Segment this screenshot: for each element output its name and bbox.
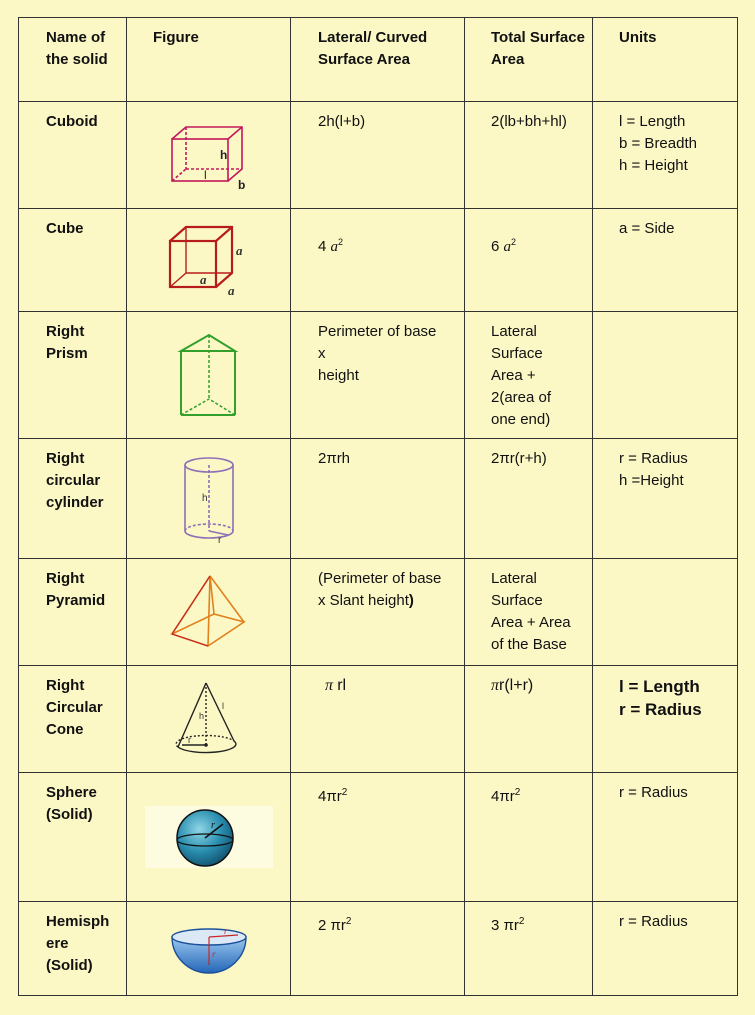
sphere-figure (127, 773, 291, 902)
units: a = Side (593, 209, 738, 312)
cube-side-label: a (199, 272, 206, 287)
solid-name: Right circular cylinder (19, 439, 127, 559)
lateral-area (291, 666, 465, 773)
cone-figure (127, 666, 291, 773)
cuboid-h-label: h (219, 148, 227, 162)
lateral-area (291, 209, 465, 312)
table-row (19, 439, 738, 559)
total-formula: r(l+r) (499, 677, 534, 694)
variable: a (503, 239, 512, 255)
total-area (465, 666, 593, 773)
exponent: 2 (345, 916, 352, 927)
cylinder-r-label: r (217, 534, 221, 545)
cube-side-label: a (235, 243, 242, 258)
header-row (19, 18, 738, 102)
total-area (465, 209, 593, 312)
cube-figure (127, 209, 291, 312)
exponent: 2 (518, 916, 525, 927)
units (593, 312, 738, 439)
solid-name: Cube (19, 209, 127, 312)
lateral-area (291, 559, 465, 666)
exponent: 2 (514, 787, 521, 798)
solid-name: Sphere (Solid) (19, 773, 127, 902)
hemisphere-figure (127, 902, 291, 996)
table-row (19, 312, 738, 439)
table-row (19, 666, 738, 773)
units: r = Radius h =Height (593, 439, 738, 559)
exponent: 2 (338, 237, 344, 247)
cone-r-label: r (187, 735, 191, 745)
lateral-area: Perimeter of base x height (291, 312, 465, 439)
table-row (19, 102, 738, 209)
header-figure: Figure (127, 18, 291, 102)
lateral-area: 2πrh (291, 439, 465, 559)
table-row (19, 209, 738, 312)
closing-paren: ) (408, 592, 414, 609)
cylinder-h-label: h (201, 492, 208, 504)
lateral-formula: 4πr (318, 788, 342, 805)
table-row (19, 773, 738, 902)
lateral-formula: rl (337, 677, 347, 694)
total-area (465, 773, 593, 902)
pi-symbol: π (325, 677, 334, 694)
solid-name: Right Pyramid (19, 559, 127, 666)
cuboid-l-label: l (203, 168, 207, 182)
solid-name: Right Prism (19, 312, 127, 439)
cuboid-b-label: b (237, 178, 245, 191)
total-area: Lateral Surface Area + 2(area of one end) (465, 312, 593, 439)
lateral-area (291, 773, 465, 902)
total-formula: 4πr (491, 788, 515, 805)
lateral-area (291, 902, 465, 996)
cone-h-label: h (198, 711, 204, 721)
exponent: 2 (341, 787, 348, 798)
header-total: Total Surface Area (465, 18, 593, 102)
hemisphere-r-label: r (211, 948, 216, 959)
total-formula: 3 πr (491, 917, 519, 934)
total-area: Lateral Surface Area + Area of the Base (465, 559, 593, 666)
lateral-area: 2h(l+b) (291, 102, 465, 209)
hemisphere-r-label: r (223, 925, 228, 936)
total-area: 2πr(r+h) (465, 439, 593, 559)
sphere-r-label: r (210, 820, 215, 831)
table-row (19, 902, 738, 996)
variable: a (330, 239, 339, 255)
units: l = Length b = Breadth h = Height (593, 102, 738, 209)
units: r = Radius (593, 902, 738, 996)
total-area: 2(lb+bh+hl) (465, 102, 593, 209)
lateral-formula: 2 πr (318, 917, 346, 934)
coefficient: 6 (491, 238, 500, 255)
exponent: 2 (511, 237, 517, 247)
header-units: Units (593, 18, 738, 102)
header-lateral: Lateral/ Curved Surface Area (291, 18, 465, 102)
total-area (465, 902, 593, 996)
header-name: Name of the solid (19, 18, 127, 102)
surface-area-table (18, 17, 738, 996)
units: l = Length r = Radius (593, 666, 738, 773)
units (593, 559, 738, 666)
cuboid-figure (127, 102, 291, 209)
solid-name: Cuboid (19, 102, 127, 209)
cube-side-label: a (227, 283, 234, 297)
cone-l-label: l (221, 701, 224, 711)
cylinder-figure (127, 439, 291, 559)
pi-symbol: π (491, 677, 500, 694)
units: r = Radius (593, 773, 738, 902)
pyramid-figure (127, 559, 291, 666)
lateral-formula: (Perimeter of base x Slant height (318, 570, 442, 609)
solid-name: Right Circular Cone (19, 666, 127, 773)
solid-name: Hemisph ere (Solid) (19, 902, 127, 996)
prism-figure (127, 312, 291, 439)
coefficient: 4 (318, 238, 327, 255)
table-row (19, 559, 738, 666)
